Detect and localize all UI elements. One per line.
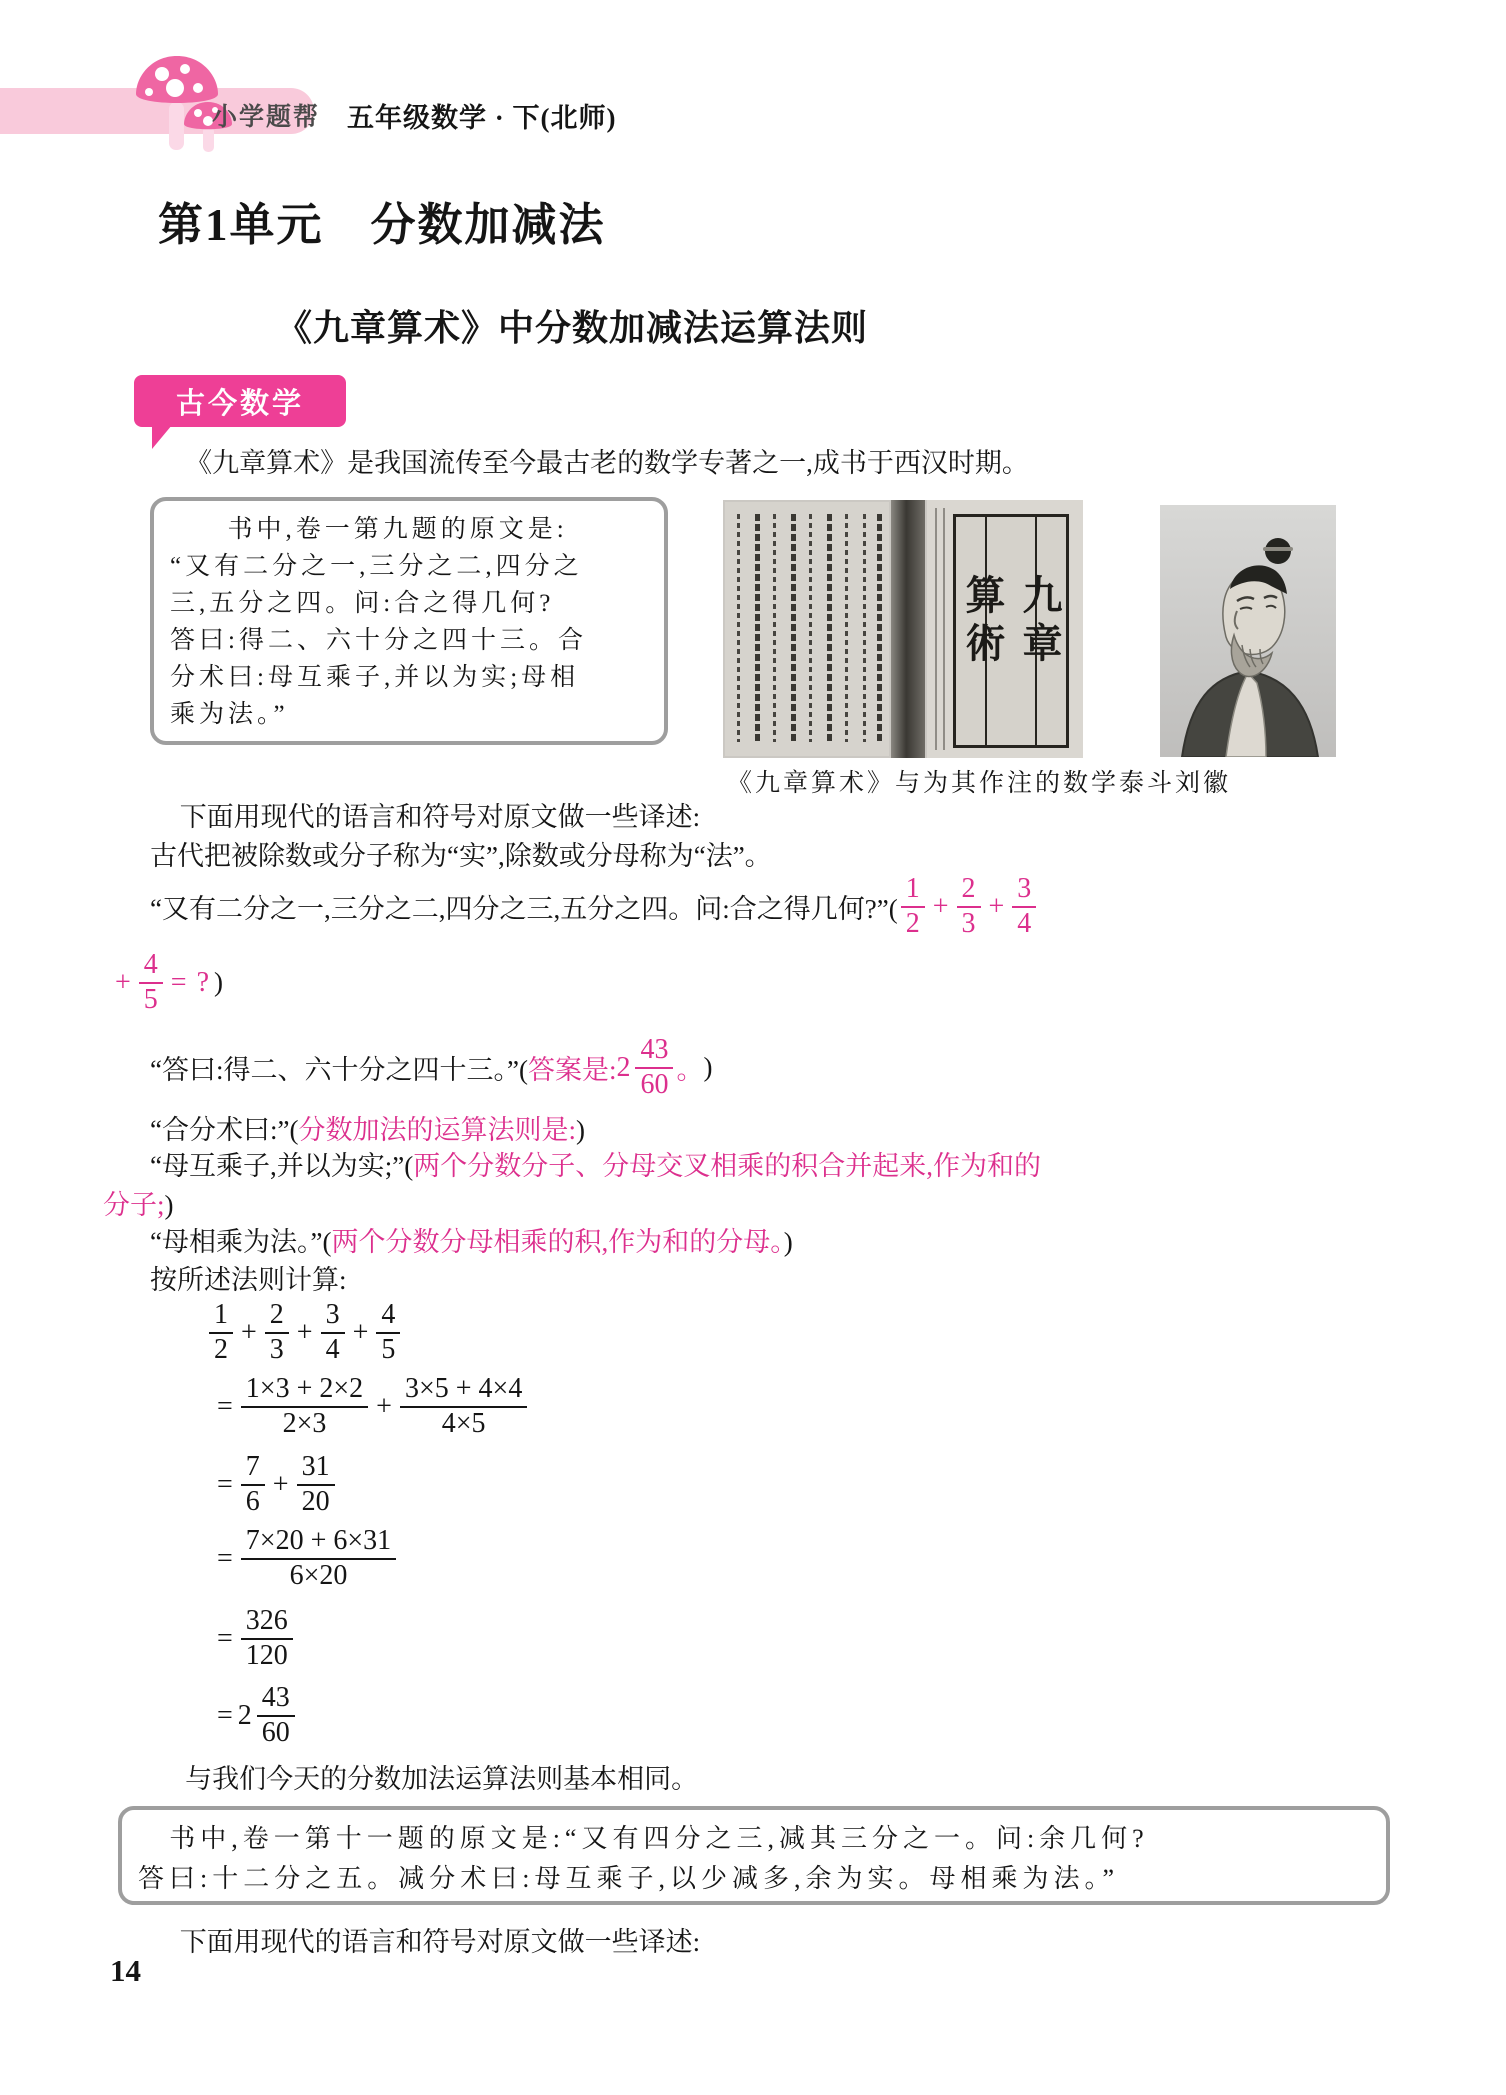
liu-hui-portrait-image	[1160, 505, 1336, 757]
answer-text: “答曰:得二、六十分之四十三。”(	[150, 1055, 528, 1086]
answer-annotation: 答案是:	[527, 1055, 617, 1086]
lesson-title: 《九章算术》中分数加减法运算法则	[276, 307, 869, 348]
edition-title: 五年级数学 · 下(北师)	[347, 103, 617, 133]
math-step-1: $\frac{1}{2}$ + $\frac{2}{3}$ + $\frac{3}{4}$ + $\frac{4}{5}$	[206, 1300, 403, 1366]
quote-line: 乘为法。”	[170, 701, 289, 728]
mu2-annotation: 两个分数分母相乘的积,作为和的分母。	[331, 1227, 784, 1257]
paren-close: )	[783, 1227, 793, 1257]
body-line-mu1-wrap	[103, 1183, 174, 1222]
book-binding	[891, 500, 925, 758]
brand-title: 小学题帮	[212, 103, 321, 131]
hefen-annotation: 分数加法的运算法则是:	[298, 1115, 576, 1145]
page-number: 14	[110, 1953, 141, 1988]
quote-line: 答曰:得二、六十分之四十三。合	[170, 627, 587, 654]
math-step-3: = $\frac{7}{6}$ + $\frac{31}{20}$	[212, 1452, 338, 1518]
quote-box-1	[150, 497, 668, 745]
math-step-6: = 2 $\frac{43}{60}$	[212, 1683, 298, 1749]
book-title-frame	[953, 514, 1069, 748]
intro-paragraph: 《九章算术》是我国流传至今最古老的数学专著之一,成书于西汉时期。	[185, 448, 1029, 478]
quote-line: 书中,卷一第十一题的原文是:“又有四分之三,减其三分之一。问:余几何?	[169, 1824, 1149, 1853]
math-step-4: = $\frac{7\times 20 + 6\times 31}{6\times 20}$	[212, 1526, 399, 1592]
question-text: “又有二分之一,三分之二,四分之三,五分之四。问:合之得几何?”(	[150, 894, 898, 925]
paren-close: )	[164, 1190, 174, 1220]
mu1-annotation-wrap: 分子;	[103, 1190, 165, 1220]
paren-close: )	[214, 967, 224, 998]
quote-line: 分术曰:母互乘子,并以为实;母相	[170, 664, 580, 691]
book-right-page	[927, 500, 1083, 758]
mu1-annotation: 两个分数分子、分母交叉相乘的积合并起来,作为和的	[413, 1151, 1041, 1181]
question-fractions: $\frac{1}{2}$ + $\frac{2}{3}$ + $\frac{3}{4}$	[898, 874, 1040, 940]
body-line-terms: 古代把被除数或分子称为“实”,除数或分母称为“法”。	[150, 841, 772, 871]
topic-badge: 古今数学	[134, 375, 346, 427]
math-step-5: = $\frac{326}{120}$	[212, 1606, 296, 1672]
answer-fraction: 2 $\frac{43}{60}$	[616, 1035, 676, 1101]
quote-line: 答曰:十二分之五。减分术曰:母互乘子,以少减多,余为实。母相乘为法。”	[138, 1864, 1119, 1893]
book-left-page	[725, 502, 889, 756]
body-line-conclusion: 与我们今天的分数加法运算法则基本相同。	[185, 1764, 699, 1794]
ancient-book-image	[723, 500, 1083, 758]
mu1-text: “母互乘子,并以为实;”(	[150, 1151, 414, 1181]
closing-line: 下面用现代的语言和符号对原文做一些译述:	[179, 1927, 701, 1957]
body-line-question-continued	[110, 950, 223, 1016]
hefen-text: “合分术曰:”(	[150, 1115, 299, 1145]
paren-close: )	[575, 1115, 585, 1145]
mu2-text: “母相乘为法。”(	[150, 1227, 332, 1257]
body-line-hefen	[150, 1108, 585, 1147]
body-line-mu2	[150, 1220, 793, 1259]
quote-box-2	[118, 1806, 1390, 1905]
paren-close: )	[703, 1052, 713, 1083]
question-fractions-continued: + $\frac{4}{5}$ = ?	[115, 949, 210, 1015]
quote-line: 书中,卷一第九题的原文是:	[227, 516, 568, 543]
body-line-question	[150, 874, 1039, 940]
body-line-answer	[150, 1035, 712, 1101]
quote-line: “又有二分之一,三分之二,四分之	[170, 553, 583, 580]
image-caption: 《九章算术》与为其作注的数学泰斗刘徽	[727, 770, 1232, 797]
body-line-translate-intro: 下面用现代的语言和符号对原文做一些译述:	[179, 802, 701, 832]
book-title-vertical: 九章算術	[959, 574, 1062, 670]
quote-line: 三,五分之四。问:合之得几何?	[170, 590, 555, 617]
answer-period: 。	[676, 1055, 704, 1086]
unit-title: 第1单元 分数加减法	[158, 200, 606, 250]
body-line-mu1	[150, 1144, 1041, 1183]
math-step-2: = $\frac{1\times 3 + 2\times 2}{2\times 3}$ + $\frac{3\times 5 + 4\times 4}{4\times 5}$	[212, 1374, 530, 1440]
body-line-compute-label: 按所述法则计算:	[150, 1265, 347, 1295]
